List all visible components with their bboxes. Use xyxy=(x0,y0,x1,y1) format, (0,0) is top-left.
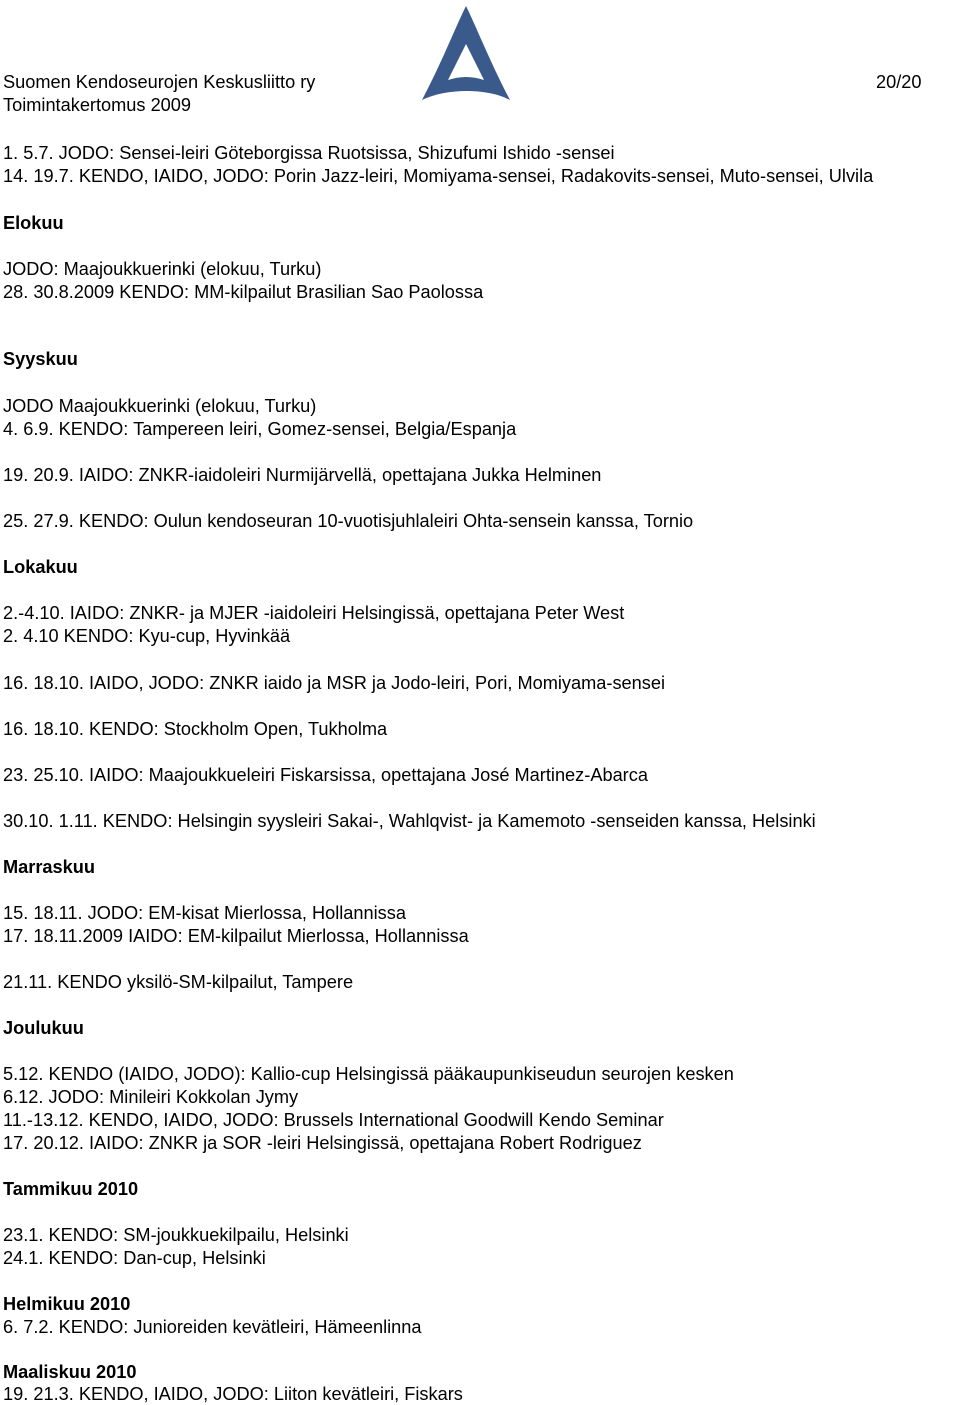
month-heading: Joulukuu xyxy=(3,1018,84,1038)
entry: JODO Maajoukkuerinki (elokuu, Turku) xyxy=(3,396,317,416)
entry: 23. 25.10. IAIDO: Maajoukkueleiri Fiskarsissa, opettajana José Martinez-Abarca xyxy=(3,765,648,785)
entry: 30.10. 1.11. KENDO: Helsingin syysleiri Sakai-, Wahlqvist- ja Kamemoto -senseiden kanssa, Helsinki xyxy=(3,811,816,831)
month-heading: Helmikuu 2010 xyxy=(3,1294,131,1314)
entry: 2. 4.10 KENDO: Kyu-cup, Hyvinkää xyxy=(3,626,291,646)
entry: 28. 30.8.2009 KENDO: MM-kilpailut Brasilian Sao Paolossa xyxy=(3,282,484,302)
page-number: 20/20 xyxy=(876,72,922,92)
entry: 6.12. JODO: Minileiri Kokkolan Jymy xyxy=(3,1087,299,1107)
entry: 19. 20.9. IAIDO: ZNKR-iaidoleiri Nurmijärvellä, opettajana Jukka Helminen xyxy=(3,465,602,485)
entry: 6. 7.2. KENDO: Junioreiden kevätleiri, Hämeenlinna xyxy=(3,1317,422,1337)
report-title: Toimintakertomus 2009 xyxy=(3,95,192,115)
entry: 14. 19.7. KENDO, IAIDO, JODO: Porin Jazz-leiri, Momiyama-sensei, Radakovits-sensei, Muto-sensei, Ulvila xyxy=(3,166,874,186)
entry: 5.12. KENDO (IAIDO, JODO): Kallio-cup Helsingissä pääkaupunkiseudun seurojen kesken xyxy=(3,1064,734,1084)
entry: 15. 18.11. JODO: EM-kisat Mierlossa, Hollannissa xyxy=(3,903,406,923)
entry: 11.-13.12. KENDO, IAIDO, JODO: Brussels International Goodwill Kendo Seminar xyxy=(3,1110,664,1130)
entry: 17. 20.12. IAIDO: ZNKR ja SOR -leiri Helsingissä, opettajana Robert Rodriguez xyxy=(3,1133,642,1153)
entry: 17. 18.11.2009 IAIDO: EM-kilpailut Mierlossa, Hollannissa xyxy=(3,926,469,946)
month-heading: Maaliskuu 2010 xyxy=(3,1362,137,1382)
entry: JODO: Maajoukkuerinki (elokuu, Turku) xyxy=(3,259,322,279)
entry: 2.-4.10. IAIDO: ZNKR- ja MJER -iaidoleiri Helsingissä, opettajana Peter West xyxy=(3,603,625,623)
entry: 25. 27.9. KENDO: Oulun kendoseuran 10-vuotisjuhlaleiri Ohta-sensein kanssa, Tornio xyxy=(3,511,694,531)
month-heading: Elokuu xyxy=(3,213,64,233)
entry: 24.1. KENDO: Dan-cup, Helsinki xyxy=(3,1248,266,1268)
entry: 16. 18.10. KENDO: Stockholm Open, Tukholma xyxy=(3,719,388,739)
month-heading: Tammikuu 2010 xyxy=(3,1179,139,1199)
triangle-logo-icon xyxy=(418,0,514,106)
month-heading: Marraskuu xyxy=(3,857,95,877)
entry: 16. 18.10. IAIDO, JODO: ZNKR iaido ja MSR ja Jodo-leiri, Pori, Momiyama-sensei xyxy=(3,673,666,693)
entry: 21.11. KENDO yksilö-SM-kilpailut, Tampere xyxy=(3,972,354,992)
entry: 19. 21.3. KENDO, IAIDO, JODO: Liiton kevätleiri, Fiskars xyxy=(3,1384,463,1404)
entry: 1. 5.7. JODO: Sensei-leiri Göteborgissa Ruotsissa, Shizufumi Ishido -sensei xyxy=(3,143,615,163)
entry: 4. 6.9. KENDO: Tampereen leiri, Gomez-sensei, Belgia/Espanja xyxy=(3,419,517,439)
month-heading: Syyskuu xyxy=(3,349,78,369)
month-heading: Lokakuu xyxy=(3,557,78,577)
org-name: Suomen Kendoseurojen Keskusliitto ry xyxy=(3,72,316,92)
entry: 23.1. KENDO: SM-joukkuekilpailu, Helsinki xyxy=(3,1225,349,1245)
